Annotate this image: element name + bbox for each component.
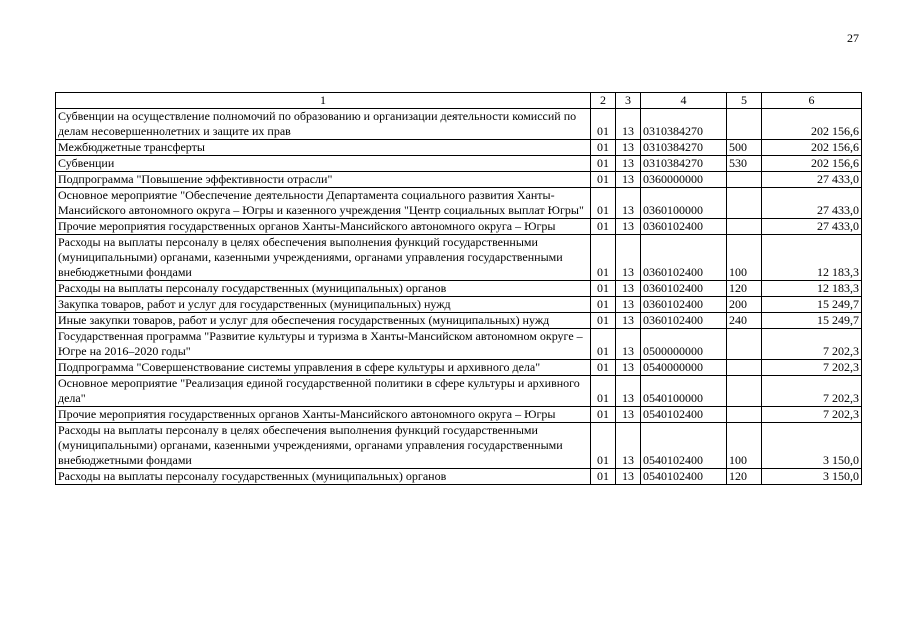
table-row [56, 109, 862, 140]
row-section: 01 [591, 360, 616, 376]
row-subsection: 13 [616, 407, 641, 423]
row-amount: 27 433,0 [762, 188, 862, 219]
row-name: Расходы на выплаты персоналу государственных (муниципальных) органов [56, 281, 591, 297]
table-row [56, 156, 862, 172]
row-expense-type [727, 329, 762, 360]
row-amount: 27 433,0 [762, 219, 862, 235]
row-expense-type: 100 [727, 423, 762, 469]
row-target-code: 0360102400 [641, 235, 727, 281]
header-col-subsection: 3 [616, 93, 641, 109]
row-target-code: 0360102400 [641, 219, 727, 235]
row-subsection: 13 [616, 376, 641, 407]
row-target-code: 0540102400 [641, 423, 727, 469]
row-name: Иные закупки товаров, работ и услуг для обеспечения государственных (муниципальных) нужд [56, 313, 591, 329]
table-row [56, 297, 862, 313]
budget-table [55, 92, 862, 485]
row-section: 01 [591, 188, 616, 219]
row-target-code: 0360102400 [641, 313, 727, 329]
row-section: 01 [591, 469, 616, 485]
row-expense-type [727, 407, 762, 423]
row-target-code: 0360100000 [641, 188, 727, 219]
row-name: Расходы на выплаты персоналу в целях обеспечения выполнения функций государственными (муниципальными) органами, казенными учреждениями, органами управления государственными внебюджетными фондами [56, 235, 591, 281]
row-subsection: 13 [616, 235, 641, 281]
row-target-code: 0360102400 [641, 281, 727, 297]
row-subsection: 13 [616, 188, 641, 219]
row-subsection: 13 [616, 360, 641, 376]
row-name: Государственная программа "Развитие культуры и туризма в Ханты-Мансийском автономном округе – Югре на 2016–2020 годы" [56, 329, 591, 360]
header-col-amount: 6 [762, 93, 862, 109]
row-name: Закупка товаров, работ и услуг для государственных (муниципальных) нужд [56, 297, 591, 313]
row-target-code: 0540102400 [641, 469, 727, 485]
row-expense-type: 500 [727, 140, 762, 156]
row-target-code: 0310384270 [641, 109, 727, 140]
row-expense-type [727, 188, 762, 219]
row-amount: 7 202,3 [762, 407, 862, 423]
row-subsection: 13 [616, 156, 641, 172]
row-expense-type: 100 [727, 235, 762, 281]
row-name: Основное мероприятие "Обеспечение деятельности Департамента социального развития Ханты-Мансийского автономного округа – Югры и казенного учреждения "Центр социальных выплат Югры" [56, 188, 591, 219]
row-subsection: 13 [616, 329, 641, 360]
row-section: 01 [591, 313, 616, 329]
table-row [56, 423, 862, 469]
row-amount: 3 150,0 [762, 469, 862, 485]
row-name: Прочие мероприятия государственных органов Ханты-Мансийского автономного округа – Югры [56, 219, 591, 235]
row-name: Межбюджетные трансферты [56, 140, 591, 156]
row-expense-type [727, 172, 762, 188]
header-col-name: 1 [56, 93, 591, 109]
row-subsection: 13 [616, 297, 641, 313]
row-subsection: 13 [616, 172, 641, 188]
table-header-row [56, 93, 862, 109]
row-expense-type: 120 [727, 281, 762, 297]
row-amount: 7 202,3 [762, 360, 862, 376]
table-row [56, 172, 862, 188]
row-subsection: 13 [616, 313, 641, 329]
row-target-code: 0540000000 [641, 360, 727, 376]
row-section: 01 [591, 172, 616, 188]
table-row [56, 235, 862, 281]
row-section: 01 [591, 109, 616, 140]
table-row [56, 313, 862, 329]
row-amount: 15 249,7 [762, 297, 862, 313]
row-expense-type [727, 109, 762, 140]
header-col-target-code: 4 [641, 93, 727, 109]
row-section: 01 [591, 407, 616, 423]
row-name: Расходы на выплаты персоналу в целях обеспечения выполнения функций государственными (муниципальными) органами, казенными учреждениями, органами управления государственными внебюджетными фондами [56, 423, 591, 469]
row-section: 01 [591, 329, 616, 360]
row-target-code: 0310384270 [641, 140, 727, 156]
row-amount: 3 150,0 [762, 423, 862, 469]
row-subsection: 13 [616, 140, 641, 156]
table-row [56, 407, 862, 423]
row-target-code: 0500000000 [641, 329, 727, 360]
row-section: 01 [591, 297, 616, 313]
row-name: Основное мероприятие "Реализация единой государственной политики в сфере культуры и архивного дела" [56, 376, 591, 407]
row-section: 01 [591, 376, 616, 407]
page-number: 27 [847, 31, 859, 45]
row-target-code: 0310384270 [641, 156, 727, 172]
row-expense-type: 120 [727, 469, 762, 485]
row-amount: 12 183,3 [762, 281, 862, 297]
header-col-section: 2 [591, 93, 616, 109]
row-section: 01 [591, 140, 616, 156]
row-subsection: 13 [616, 219, 641, 235]
table-row [56, 219, 862, 235]
row-amount: 15 249,7 [762, 313, 862, 329]
row-expense-type: 240 [727, 313, 762, 329]
table-row [56, 376, 862, 407]
row-name: Подпрограмма "Совершенствование системы управления в сфере культуры и архивного дела" [56, 360, 591, 376]
row-section: 01 [591, 219, 616, 235]
row-amount: 27 433,0 [762, 172, 862, 188]
table-row [56, 360, 862, 376]
row-name: Подпрограмма "Повышение эффективности отрасли" [56, 172, 591, 188]
row-expense-type [727, 376, 762, 407]
row-amount: 7 202,3 [762, 329, 862, 360]
row-amount: 202 156,6 [762, 140, 862, 156]
table-row [56, 281, 862, 297]
row-amount: 12 183,3 [762, 235, 862, 281]
table-row [56, 469, 862, 485]
row-name: Субвенции [56, 156, 591, 172]
row-name: Прочие мероприятия государственных органов Ханты-Мансийского автономного округа – Югры [56, 407, 591, 423]
row-target-code: 0540102400 [641, 407, 727, 423]
table-row [56, 329, 862, 360]
table-row [56, 188, 862, 219]
row-target-code: 0540100000 [641, 376, 727, 407]
row-subsection: 13 [616, 281, 641, 297]
row-subsection: 13 [616, 469, 641, 485]
row-section: 01 [591, 281, 616, 297]
row-name: Субвенции на осуществление полномочий по образованию и организации деятельности комиссий по делам несовершеннолетних и защите их прав [56, 109, 591, 140]
row-section: 01 [591, 235, 616, 281]
row-target-code: 0360102400 [641, 297, 727, 313]
row-amount: 202 156,6 [762, 109, 862, 140]
row-expense-type: 200 [727, 297, 762, 313]
row-section: 01 [591, 156, 616, 172]
row-name: Расходы на выплаты персоналу государственных (муниципальных) органов [56, 469, 591, 485]
header-col-expense-type: 5 [727, 93, 762, 109]
row-expense-type: 530 [727, 156, 762, 172]
row-amount: 202 156,6 [762, 156, 862, 172]
row-target-code: 0360000000 [641, 172, 727, 188]
row-amount: 7 202,3 [762, 376, 862, 407]
row-expense-type [727, 219, 762, 235]
row-section: 01 [591, 423, 616, 469]
row-subsection: 13 [616, 423, 641, 469]
table-row [56, 140, 862, 156]
row-subsection: 13 [616, 109, 641, 140]
row-expense-type [727, 360, 762, 376]
